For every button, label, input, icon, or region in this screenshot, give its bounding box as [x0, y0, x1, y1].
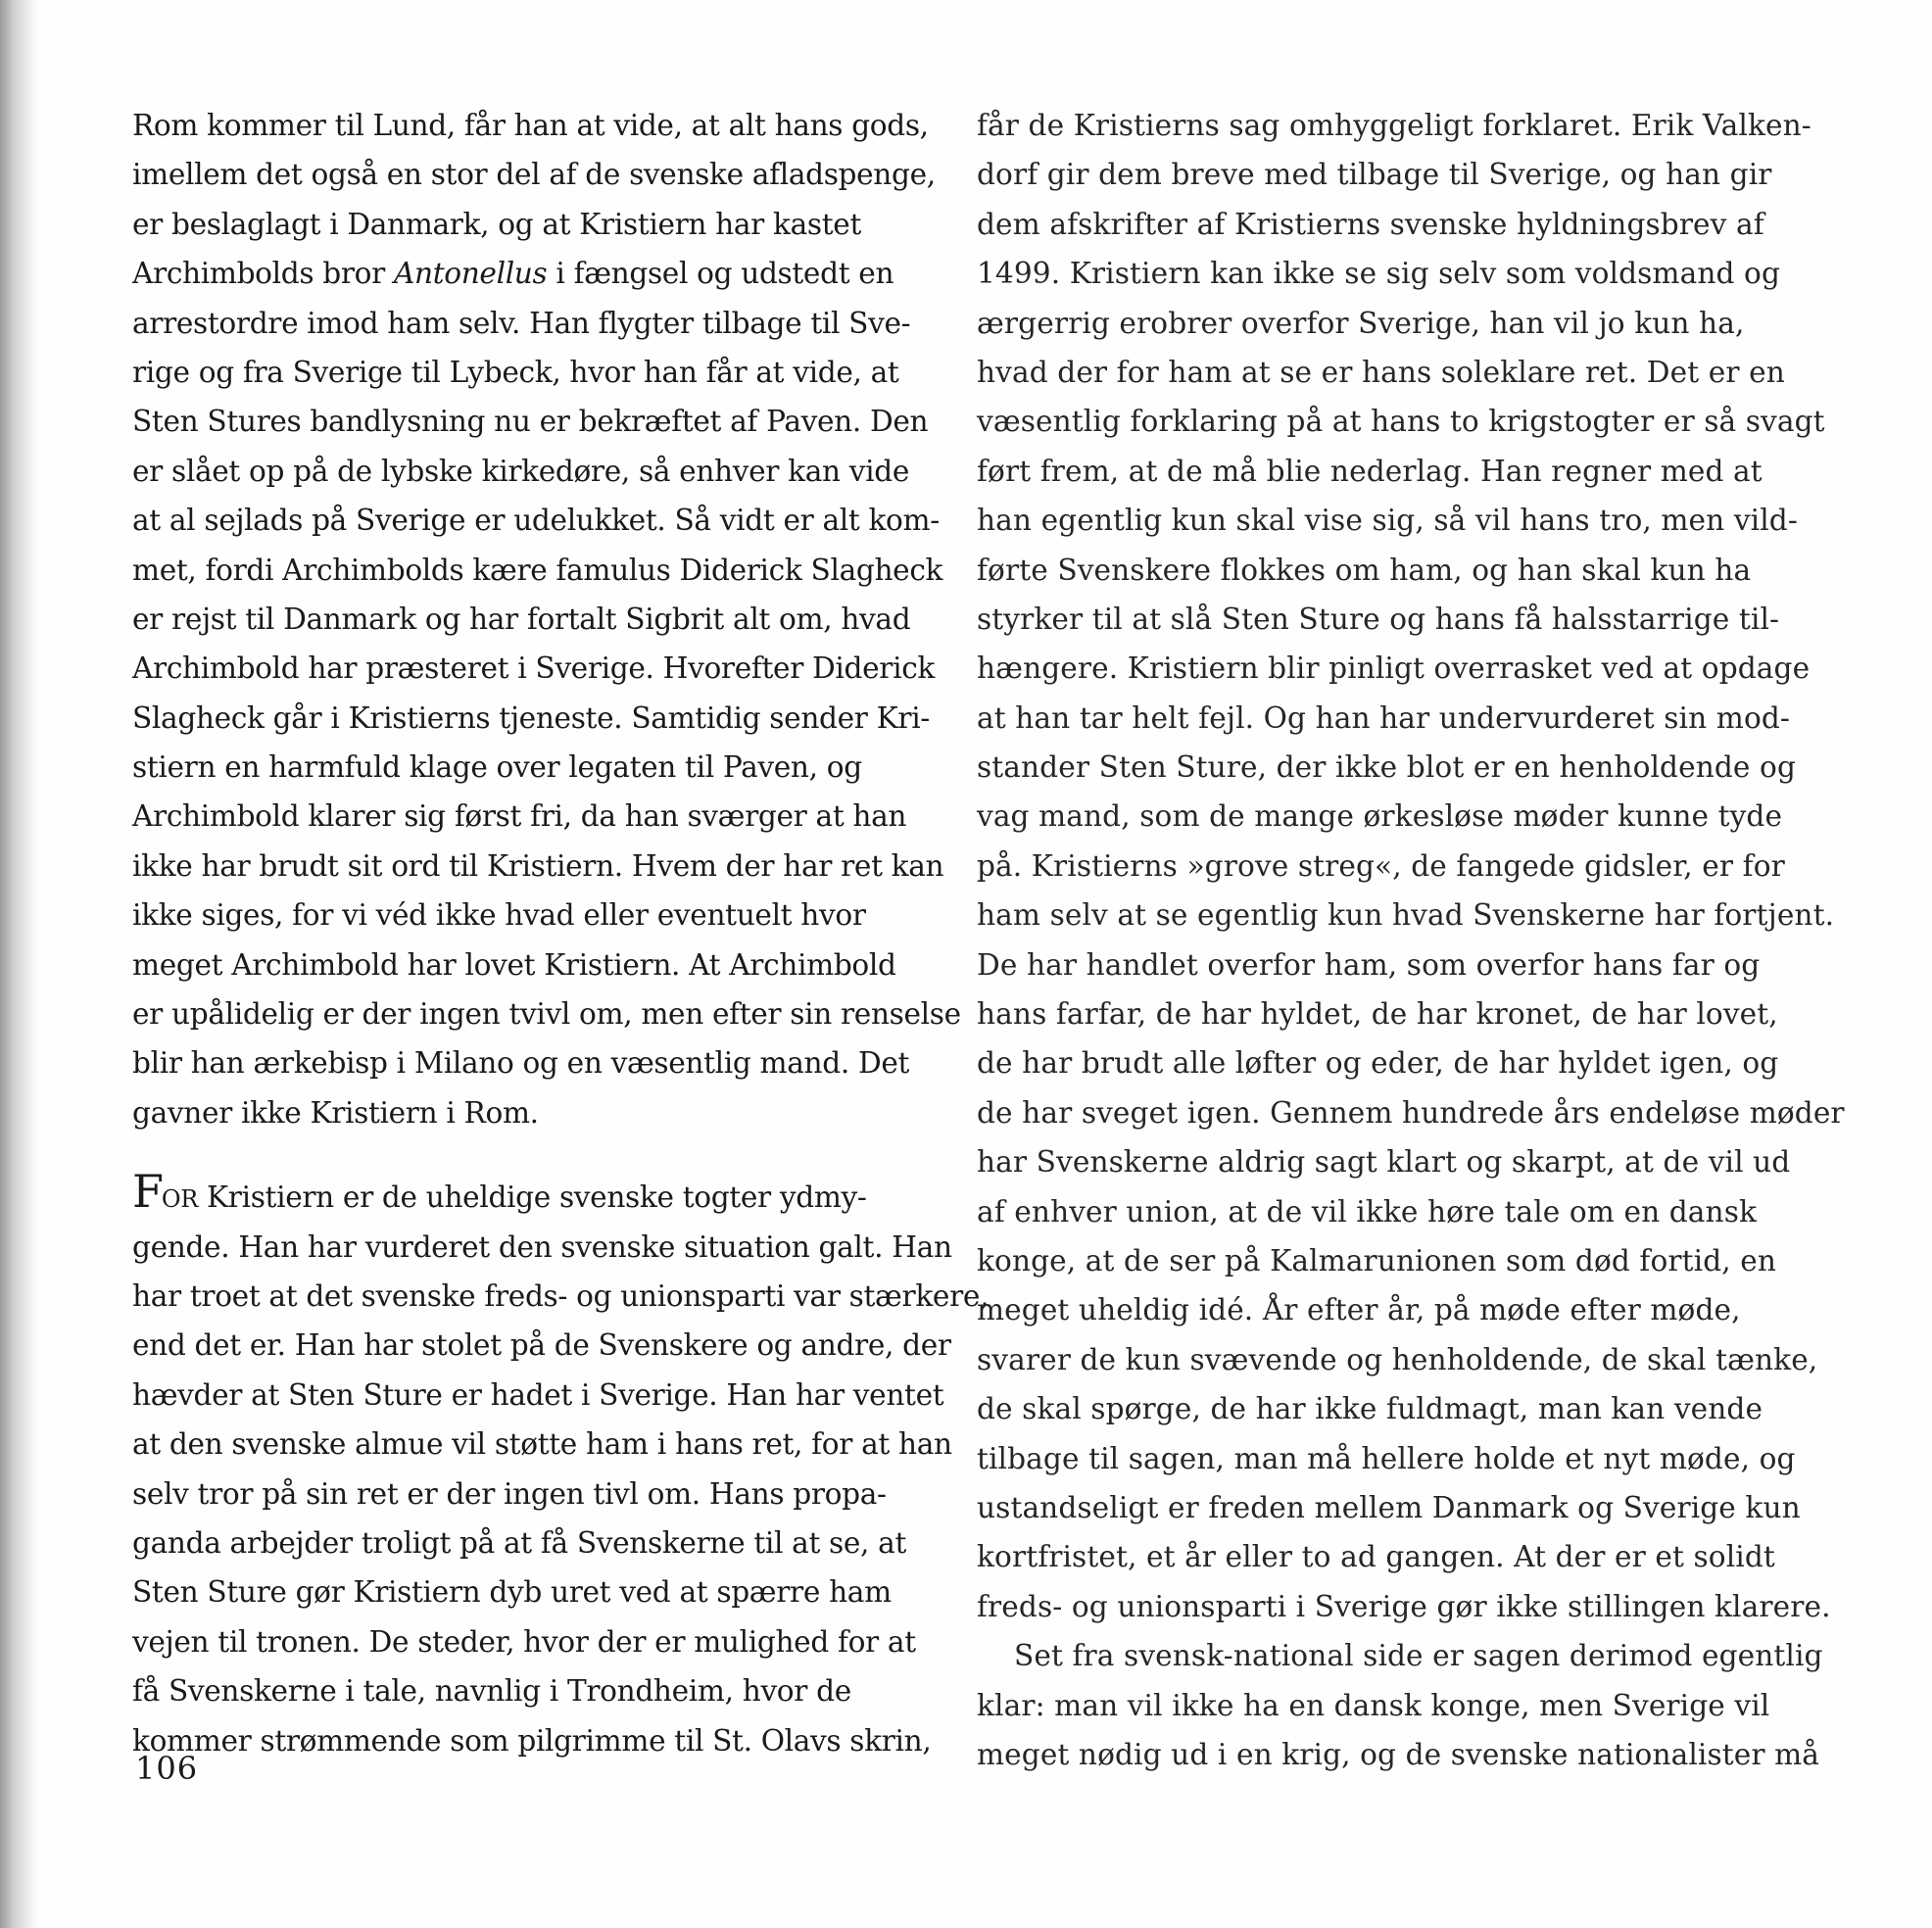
text-line: kortfristet, et år eller to ad gangen. At der er et solidt: [977, 1540, 1775, 1574]
text-line: at han tar helt fejl. Og han har undervurderet sin mod-: [977, 700, 1791, 735]
drop-cap: F: [132, 1165, 162, 1219]
paragraph: [977, 101, 1845, 1631]
text-line: imellem det også en stor del af de svenske afladspenge,: [132, 158, 936, 192]
text-line: får de Kristierns sag omhyggeligt forklaret. Erik Valken-: [977, 109, 1811, 142]
text-line: konge, at de ser på Kalmarunionen som død fortid, en: [977, 1243, 1777, 1277]
text-line: vag mand, som de mange ørkesløse møder kunne tyde: [977, 799, 1783, 834]
text-line: er slået op på de lybske kirkedøre, så enhver kan vide: [132, 454, 910, 488]
text-line: de har sveget igen. Gennem hundrede års endeløse møder: [977, 1095, 1845, 1130]
text-line: end det er. Han har stolet på de Svenskere og andre, der: [132, 1328, 951, 1363]
text-line: freds- og unionsparti i Sverige gør ikke stillingen klarere.: [977, 1589, 1831, 1623]
text-line: gavner ikke Kristiern i Rom.: [132, 1095, 539, 1130]
text-line: meget Archimbold har lovet Kristiern. At Archimbold: [132, 947, 896, 982]
page-number: 106: [135, 1750, 199, 1787]
text-line: de skal spørge, de har ikke fuldmagt, man kan vende: [977, 1392, 1763, 1426]
text-line: Archimbold har præsteret i Sverige. Hvorefter Diderick: [132, 651, 936, 686]
text-line: Set fra svensk-national side er sagen derimod egentlig: [1014, 1639, 1823, 1673]
text-line: meget uheldig idé. År efter år, på møde efter møde,: [977, 1293, 1741, 1327]
text-line: ikke siges, for vi véd ikke hvad eller eventuelt hvor: [132, 898, 866, 933]
text-line: har troet at det svenske freds- og unionsparti var stærkere,: [132, 1278, 990, 1313]
text-span: i fængsel og udstedt en: [547, 257, 894, 291]
text-line: met, fordi Archimbolds kære famulus Diderick Slagheck: [132, 553, 943, 587]
text-span: Archimbolds bror: [132, 257, 394, 291]
text-line: at den svenske almue vil støtte ham i hans ret, for at han: [132, 1427, 952, 1462]
text-line: at al sejlads på Sverige er udelukket. Så vidt er alt kom-: [132, 504, 940, 538]
text-line: vejen til tronen. De steder, hvor der er mulighed for at: [132, 1624, 916, 1659]
text-line: tilbage til sagen, man må hellere holde et nyt møde, og: [977, 1441, 1796, 1475]
text-line: dem afskrifter af Kristierns svenske hyldningsbrev af: [977, 207, 1764, 241]
text-line: ganda arbejder troligt på at få Svenskerne til at se, at: [132, 1525, 906, 1560]
text-line: Rom kommer til Lund, får han at vide, at alt hans gods,: [132, 109, 929, 142]
text-line: ustandseligt er freden mellem Danmark og Sverige kun: [977, 1490, 1801, 1524]
text-line: få Svenskerne i tale, navnlig i Trondheim, hvor de: [132, 1674, 851, 1709]
text-line: ført frem, at de må blie nederlag. Han regner med at: [977, 454, 1763, 488]
spine-shadow: [0, 0, 39, 1928]
text-line: de har brudt alle løfter og eder, de har hyldet igen, og: [977, 1046, 1779, 1081]
text-line: på. Kristierns »grove streg«, de fangede gidsler, er for: [977, 848, 1785, 883]
text-line: hans farfar, de har hyldet, de har kronet, de har lovet,: [977, 997, 1778, 1032]
text-line: De har handlet overfor ham, som overfor hans far og: [977, 947, 1761, 982]
text-line: er beslaglagt i Danmark, og at Kristiern har kastet: [132, 207, 861, 241]
text-line: er upålidelig er der ingen tvivl om, men efter sin renselse: [132, 997, 961, 1032]
text-line: væsentlig forklaring på at hans to krigstogter er så svagt: [977, 405, 1825, 439]
text-line: af enhver union, at de vil ikke høre tale om en dansk: [977, 1194, 1758, 1229]
text-line: kommer strømmende som pilgrimme til St. Olavs skrin,: [132, 1723, 932, 1758]
text-line: rige og fra Sverige til Lybeck, hvor han får at vide, at: [132, 355, 899, 389]
text-line: hængere. Kristiern blir pinligt overrasket ved at opdage: [977, 651, 1811, 686]
text-line: ham selv at se egentlig kun hvad Svenskerne har fortjent.: [977, 898, 1835, 933]
text-line: meget nødig ud i en krig, og de svenske nationalister må: [977, 1737, 1820, 1771]
text-line: 1499. Kristiern kan ikke se sig selv som voldsmand og: [977, 257, 1780, 291]
text-line: hvad der for ham at se er hans soleklare ret. Det er en: [977, 355, 1785, 389]
text-line: [132, 1165, 936, 1222]
text-line: stiern en harmfuld klage over legaten til Paven, og: [132, 750, 862, 785]
text-line: har Svenskerne aldrig sagt klart og skarpt, at de vil ud: [977, 1145, 1791, 1180]
text-line: gende. Han har vurderet den svenske situation galt. Han: [132, 1229, 952, 1264]
text-line: Slagheck går i Kristierns tjeneste. Samtidig sender Kri-: [132, 700, 930, 735]
italic-name: Antonellus: [393, 257, 548, 291]
text-line: svarer de kun svævende og henholdende, de skal tænke,: [977, 1342, 1818, 1376]
text-line: Sten Stures bandlysning nu er bekræftet af Paven. Den: [132, 405, 929, 439]
right-column: [977, 101, 1845, 1779]
text-line: han egentlig kun skal vise sig, så vil hans tro, men vild-: [977, 504, 1798, 538]
left-column: [132, 101, 990, 1765]
text-line: arrestordre imod ham selv. Han flygter tilbage til Sve-: [132, 306, 911, 340]
text-line: dorf gir dem breve med tilbage til Sverige, og han gir: [977, 158, 1772, 192]
text-line: førte Svenskere flokkes om ham, og han skal kun ha: [977, 553, 1752, 587]
paragraph: [132, 101, 961, 1137]
text-line: styrker til at slå Sten Sture og hans få halsstarrige til-: [977, 602, 1780, 636]
text-line: [132, 249, 936, 298]
text-line: hævder at Sten Sture er hadet i Sverige. Han har ventet: [132, 1377, 944, 1412]
text-line: ærgerrig erobrer overfor Sverige, han vil jo kun ha,: [977, 306, 1745, 340]
text-line: er rejst til Danmark og har fortalt Sigbrit alt om, hvad: [132, 602, 911, 636]
text-line: ikke har brudt sit ord til Kristiern. Hvem der har ret kan: [132, 848, 944, 883]
text-line: selv tror på sin ret er der ingen tivl om. Hans propa-: [132, 1476, 887, 1511]
text-line: klar: man vil ikke ha en dansk konge, men Sverige vil: [977, 1688, 1770, 1722]
paragraph: [977, 1631, 1824, 1779]
text-span: Kristiern er de uheldige svenske togter ydmy-: [197, 1181, 867, 1215]
text-line: blir han ærkebisp i Milano og en væsentlig mand. Det: [132, 1046, 910, 1081]
small-caps: OR: [161, 1185, 198, 1214]
text-line: stander Sten Sture, der ikke blot er en henholdende og: [977, 750, 1796, 785]
text-line: Archimbold klarer sig først fri, da han sværger at han: [132, 799, 907, 834]
text-line: Sten Sture gør Kristiern dyb uret ved at spærre ham: [132, 1575, 892, 1610]
paragraph: [132, 1165, 990, 1765]
